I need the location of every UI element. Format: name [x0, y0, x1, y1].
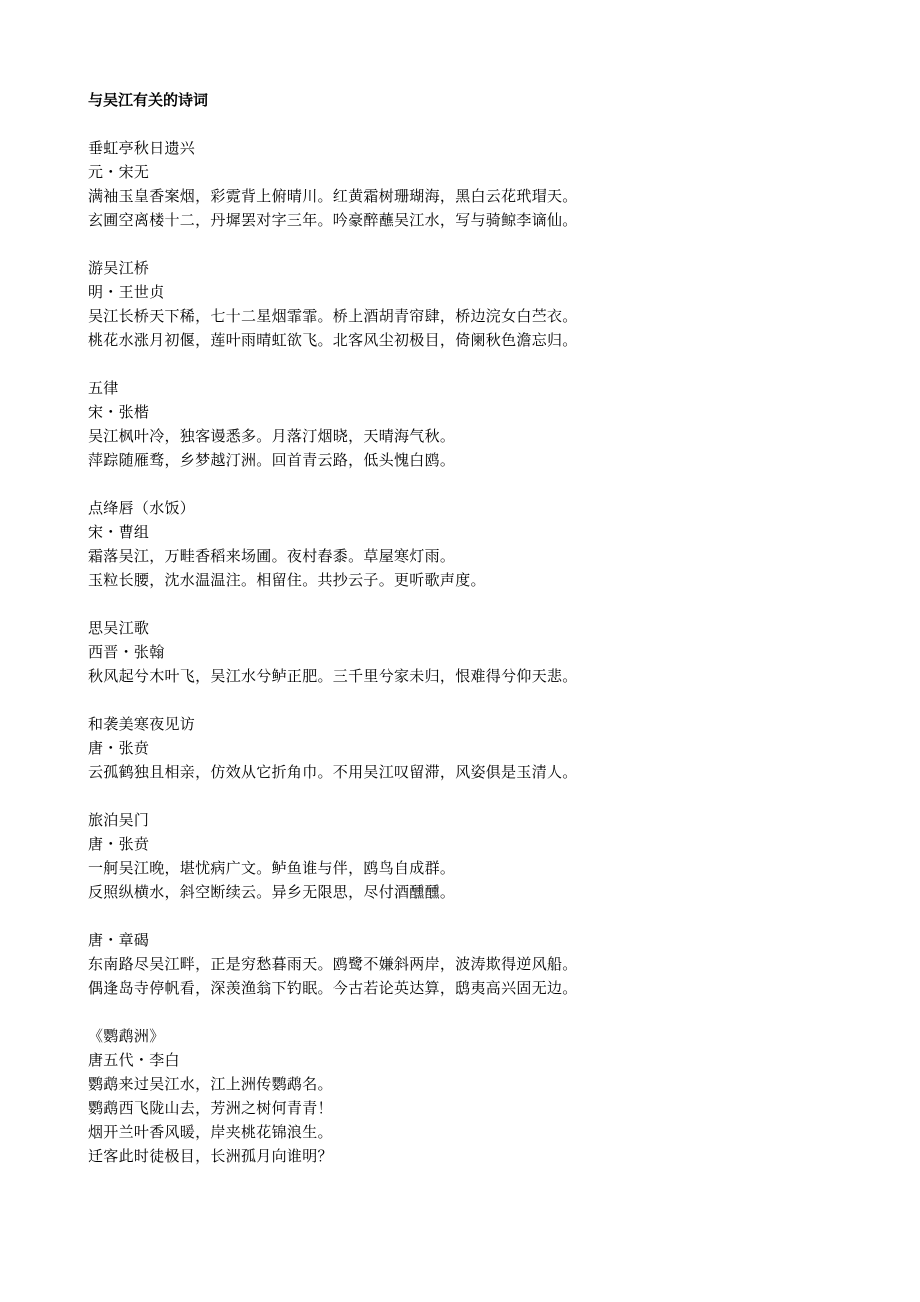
poem-line: 萍踪随雁骛，乡梦越汀洲。回首青云路，低头愧白鸥。 [88, 451, 456, 469]
poem-author: 唐・张贲 [88, 739, 150, 757]
poem-author: 元・宋无 [88, 163, 150, 181]
poem-line: 鹦鹉来过吴江水，江上洲传鹦鹉名。 [88, 1075, 333, 1093]
poem-list [88, 136, 868, 1168]
poem-title: 点绛唇（水饭） [88, 499, 196, 517]
poem-title: 《鹦鹉洲》 [88, 1027, 165, 1045]
poem-block [88, 1024, 868, 1168]
poem-line: 满袖玉皇香案烟，彩霓背上俯晴川。红黄霜树珊瑚海，黑白云花玳瑁天。 [88, 187, 578, 205]
poem-line: 东南路尽吴江畔，正是穷愁暮雨天。鸥鹭不嫌斜两岸，波涛欺得逆风船。 [88, 955, 578, 973]
poem-block [88, 256, 868, 352]
document-page [88, 88, 868, 1192]
poem-line: 迁客此时徒极目，长洲孤月向谁明？ [88, 1147, 333, 1165]
poem-title: 垂虹亭秋日遗兴 [88, 139, 196, 157]
poem-author: 宋・曹组 [88, 523, 150, 541]
poem-line: 秋风起兮木叶飞，吴江水兮鲈正肥。三千里兮家未归，恨难得兮仰天悲。 [88, 667, 578, 685]
poem-title: 五律 [88, 379, 119, 397]
poem-block [88, 928, 868, 1000]
poem-line: 云孤鹤独且相亲，仿效从它折角巾。不用吴江叹留滞，风姿俱是玉清人。 [88, 763, 578, 781]
document-title: 与吴江有关的诗词 [88, 91, 209, 109]
poem-line: 偶逢岛寺停帆看，深羡渔翁下钓眠。今古若论英达算，鸱夷高兴固无边。 [88, 979, 578, 997]
poem-title: 旅泊吴门 [88, 811, 150, 829]
poem-line: 反照纵横水，斜空断续云。异乡无限思，尽付酒醺醺。 [88, 883, 456, 901]
poem-line: 桃花水涨月初偃，莲叶雨晴虹欲飞。北客风尘初极目，倚阑秋色澹忘归。 [88, 331, 578, 349]
poem-line: 玉粒长腰，沈水温温注。相留住。共抄云子。更听歌声度。 [88, 571, 486, 589]
poem-author: 宋・张楷 [88, 403, 150, 421]
poem-block [88, 808, 868, 904]
poem-title: 思吴江歌 [88, 619, 150, 637]
poem-author: 唐五代・李白 [88, 1051, 180, 1069]
poem-line: 吴江枫叶冷，独客谩悉多。月落汀烟晓，天晴海气秋。 [88, 427, 456, 445]
poem-block [88, 376, 868, 472]
poem-title: 游吴江桥 [88, 259, 150, 277]
poem-author: 西晋・张翰 [88, 643, 165, 661]
poem-line: 一舸吴江晚，堪忧病广文。鲈鱼谁与伴，鸥鸟自成群。 [88, 859, 456, 877]
poem-block [88, 136, 868, 232]
poem-block [88, 616, 868, 688]
poem-block [88, 712, 868, 784]
poem-line: 鹦鹉西飞陇山去，芳洲之树何青青！ [88, 1099, 333, 1117]
poem-line: 烟开兰叶香风暖，岸夹桃花锦浪生。 [88, 1123, 333, 1141]
poem-author: 唐・张贲 [88, 835, 150, 853]
poem-line: 玄圃空离楼十二，丹墀罢对字三年。吟豪醉蘸吴江水，写与骑鲸李谪仙。 [88, 211, 578, 229]
poem-block [88, 496, 868, 592]
poem-line: 霜落吴江，万畦香稻来场圃。夜村舂黍。草屋寒灯雨。 [88, 547, 456, 565]
poem-title: 和袭美寒夜见访 [88, 715, 196, 733]
poem-author: 唐・章碣 [88, 931, 150, 949]
poem-author: 明・王世贞 [88, 283, 165, 301]
poem-line: 吴江长桥天下稀，七十二星烟霏霏。桥上酒胡青帘肆，桥边浣女白苎衣。 [88, 307, 578, 325]
